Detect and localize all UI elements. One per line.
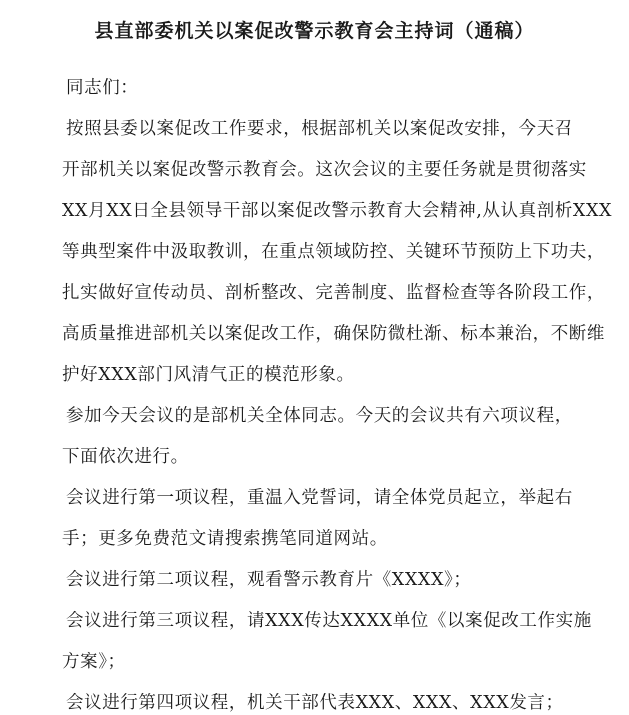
paragraph-line: 扎实做好宣传动员、剖析整改、完善制度、监督检查等各阶段工作， (62, 283, 605, 303)
paragraph-line-first: 参加今天会议的是部机关全体同志。今天的会议共有六项议程， (66, 406, 573, 426)
document-body (62, 68, 613, 715)
paragraph-line: 高质量推进部机关以案促改工作，确保防微杜渐、标本兼治，不断维 (62, 324, 605, 344)
paragraph-line-first: 会议进行第一项议程，重温入党誓词，请全体党员起立，举起右 (66, 488, 573, 508)
paragraph-line: 下面依次进行。 (62, 447, 189, 467)
paragraph-line: 护好XXX部门风清气正的模范形象。 (62, 365, 355, 385)
document-title: 县直部委机关以案促改警示教育会主持词（通稿） (94, 20, 535, 42)
paragraph-line-first: 按照县委以案促改工作要求，根据部机关以案促改安排，今天召 (66, 119, 573, 139)
paragraph-line-first: 会议进行第三项议程，请XXX传达XXXX单位《以案促改工作实施 (66, 611, 592, 631)
paragraph-line: 方案》； (62, 652, 126, 672)
paragraph-line-first: 会议进行第四项议程，机关干部代表XXX、XXX、XXX发言； (66, 693, 564, 713)
paragraph-line: 手；更多免费范文请搜索携笔同道网站。 (62, 529, 388, 549)
paragraph-line: 开部机关以案促改警示教育会。这次会议的主要任务就是贯彻落实 (62, 160, 587, 180)
paragraph-line-first: 会议进行第二项议程，观看警示教育片《XXXX》； (66, 570, 472, 590)
paragraph-line-first: 同志们： (66, 78, 139, 98)
paragraph-line: 等典型案件中汲取教训，在重点领域防控、关键环节预防上下功夫， (62, 242, 605, 262)
paragraph-line: XX月XX日全县领导干部以案促改警示教育大会精神,从认真剖析XXX (62, 201, 613, 221)
